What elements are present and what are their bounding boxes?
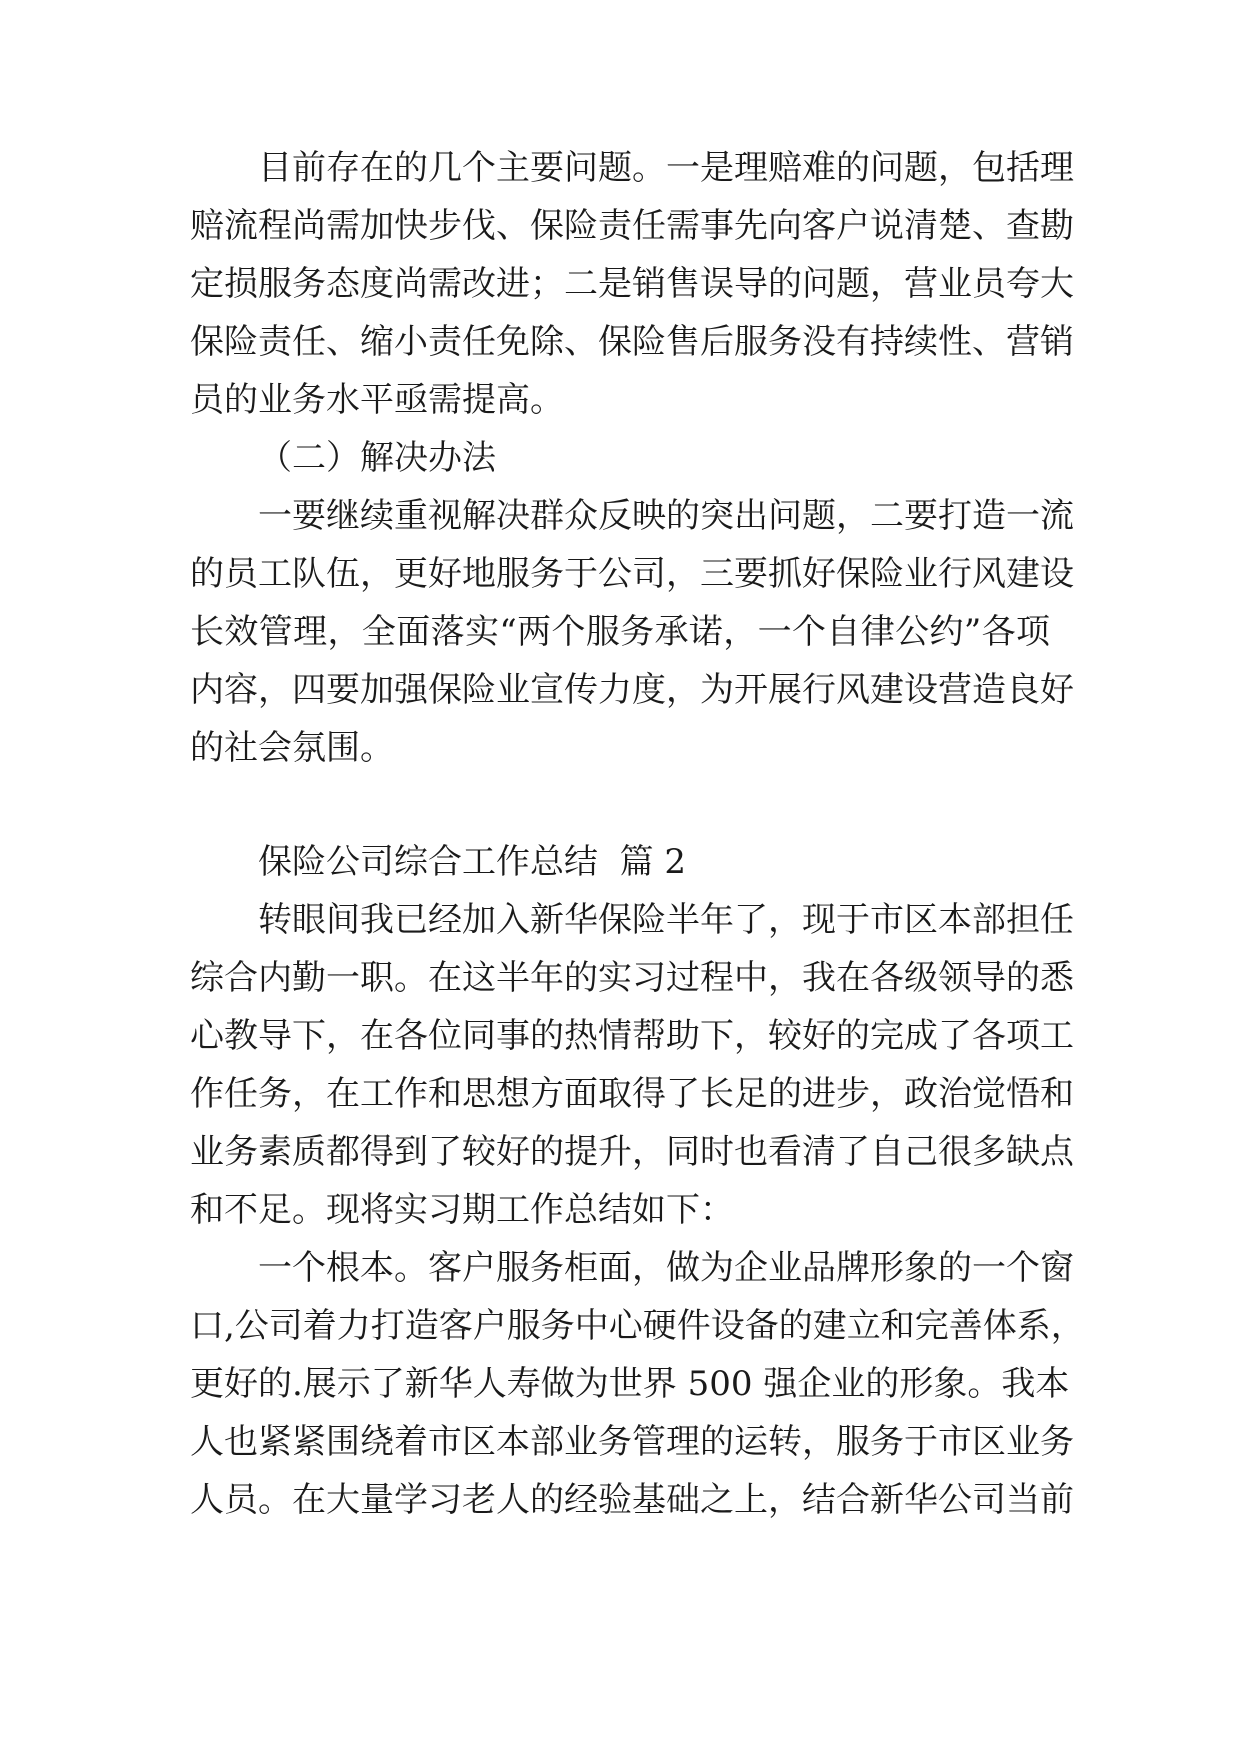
paragraph-line: 综合内勤一职。在这半年的实习过程中，我在各级领导的悉 <box>190 958 1074 998</box>
paragraph-line: 作任务，在工作和思想方面取得了长足的进步，政治觉悟和 <box>190 1074 1074 1114</box>
paragraph-line: 心教导下，在各位同事的热情帮助下，较好的完成了各项工 <box>190 1016 1074 1056</box>
paragraph-line: 长效管理，全面落实“两个服务承诺，一个自律公约”各项 <box>190 612 1050 652</box>
paragraph-line: 口,公司着力打造客户服务中心硬件设备的建立和完善体系， <box>190 1306 1085 1346</box>
paragraph-line: 赔流程尚需加快步伐、保险责任需事先向客户说清楚、查勘 <box>190 206 1074 246</box>
paragraph-line: 人员。在大量学习老人的经验基础之上，结合新华公司当前 <box>190 1480 1074 1520</box>
paragraph-line: 员的业务水平亟需提高。 <box>190 380 564 420</box>
paragraph-line: 保险责任、缩小责任免除、保险售后服务没有持续性、营销 <box>190 322 1074 362</box>
paragraph-line: 定损服务态度尚需改进；二是销售误导的问题，营业员夸大 <box>190 264 1074 304</box>
paragraph-line: 更好的.展示了新华人寿做为世界 500 强企业的形象。我本 <box>190 1364 1070 1404</box>
paragraph-line: 转眼间我已经加入新华保险半年了，现于市区本部担任 <box>258 900 1074 940</box>
paragraph-line: 和不足。现将实习期工作总结如下： <box>190 1190 734 1230</box>
paragraph-line: 的员工队伍，更好地服务于公司，三要抓好保险业行风建设 <box>190 554 1074 594</box>
paragraph-line: 人也紧紧围绕着市区本部业务管理的运转，服务于市区业务 <box>190 1422 1074 1462</box>
paragraph-line: 内容，四要加强保险业宣传力度，为开展行风建设营造良好 <box>190 670 1074 710</box>
paragraph-line: 业务素质都得到了较好的提升，同时也看清了自己很多缺点 <box>190 1132 1074 1172</box>
paragraph-line: 目前存在的几个主要问题。一是理赔难的问题，包括理 <box>258 148 1074 188</box>
paragraph-line: 一要继续重视解决群众反映的突出问题，二要打造一流 <box>258 496 1074 536</box>
subheading: （二）解决办法 <box>258 438 496 478</box>
paragraph-line: 一个根本。客户服务柜面，做为企业品牌形象的一个窗 <box>258 1248 1074 1288</box>
paragraph-line: 的社会氛围。 <box>190 728 394 768</box>
section-title: 保险公司综合工作总结 篇 2 <box>258 842 687 882</box>
